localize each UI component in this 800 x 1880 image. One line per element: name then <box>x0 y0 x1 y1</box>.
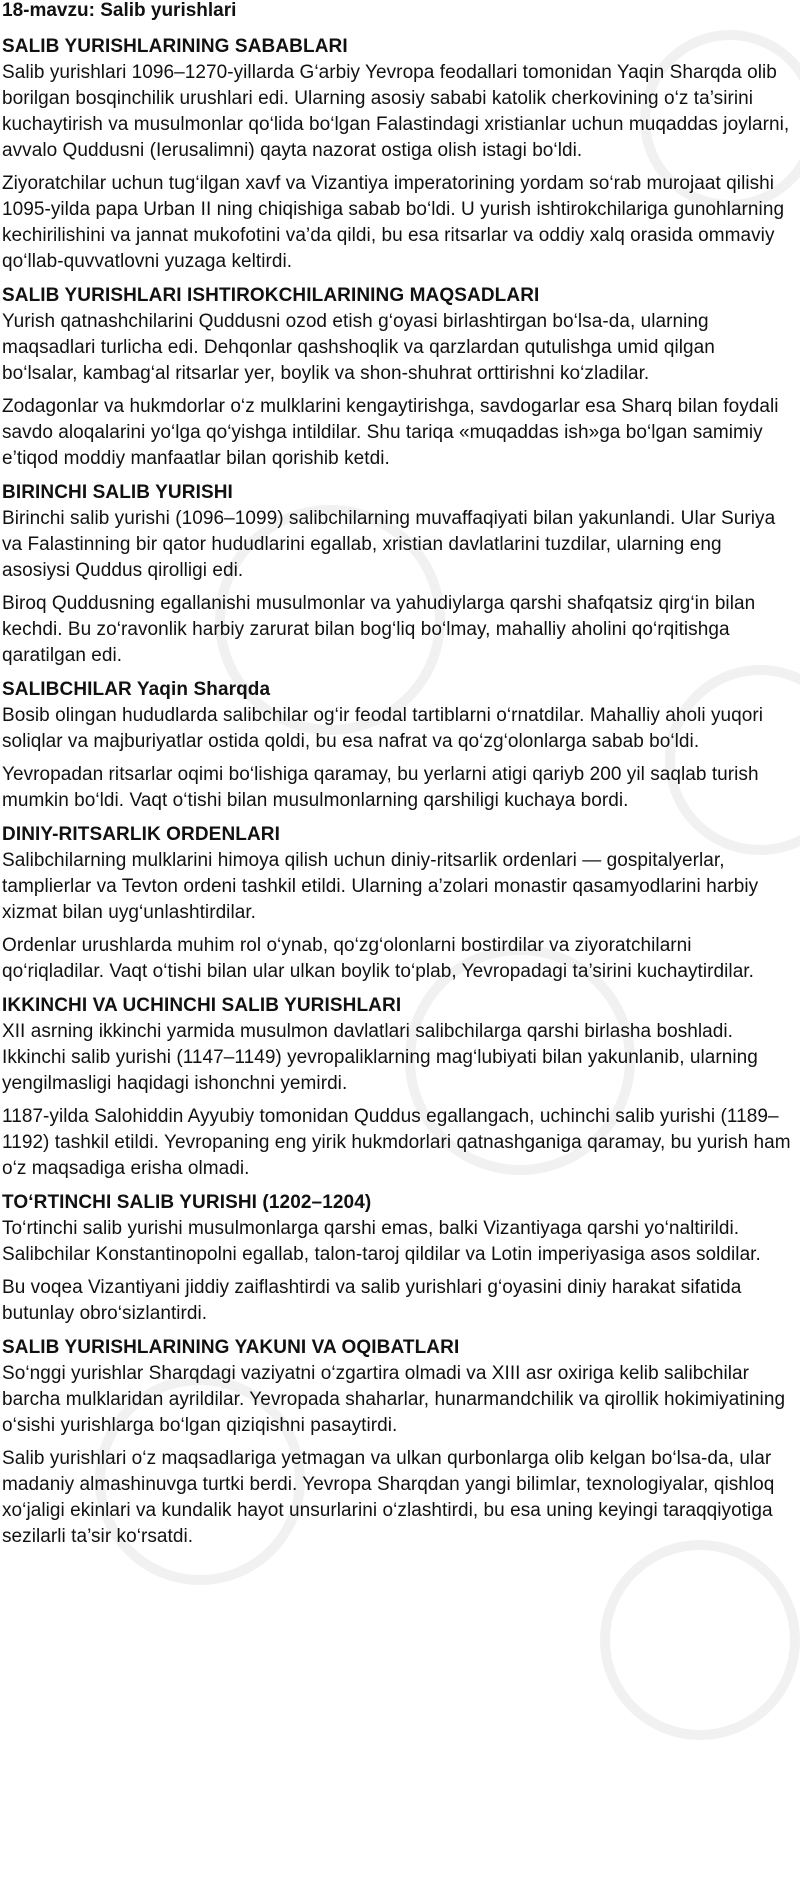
section-results <box>2 1335 794 1550</box>
paragraph: 1187-yilda Salohiddin Ayyubiy tomonidan Quddus egallangach, uchinchi salib yurishi (1189–1192) tashkil etildi. Yevropaning eng yirik hukmdorlari qatnashganiga qaramay, bu yurish ham o‘z maqsadiga erisha olmadi. <box>2 1106 791 1179</box>
paragraph: To‘rtinchi salib yurishi musulmonlarga qarshi emas, balki Vizantiyaga qarshi yo‘naltirildi. Salibchilar Konstantinopolni egallab, talon-taroj qildilar va Lotin imperiyasiga asos soldilar. <box>2 1218 761 1265</box>
section-causes <box>2 34 794 275</box>
section-heading: BIRINCHI SALIB YURISHI <box>2 482 233 503</box>
section-heading: SALIB YURISHLARINING YAKUNI VA OQIBATLARI <box>2 1337 460 1358</box>
section-first-crusade <box>2 480 794 669</box>
section-heading: DINIY-RITSARLIK ORDENLARI <box>2 824 280 845</box>
paragraph: Bu voqea Vizantiyani jiddiy zaiflashtirdi va salib yurishlari g‘oyasini diniy harakat sifatida butunlay obro‘sizlantirdi. <box>2 1277 742 1324</box>
section-heading: IKKINCHI VA UCHINCHI SALIB YURISHLARI <box>2 995 402 1016</box>
paragraph: Zodagonlar va hukmdorlar o‘z mulklarini kengaytirishga, savdogarlar esa Sharq bilan foydali savdo aloqalarini yo‘lga qo‘yishga intildilar. Shu tariqa «muqaddas ish»ga bo‘lgan samimiy e’tiqod moddiy manfaatlar bilan qorishib ketdi. <box>2 396 779 469</box>
section-orders <box>2 822 794 985</box>
paragraph: Ordenlar urushlarda muhim rol o‘ynab, qo‘zg‘olonlarni bostirdilar va ziyoratchilarni qo‘riqladilar. Vaqt o‘tishi bilan ular ulkan boylik to‘plab, Yevropadagi ta’sirini kuchaytirdilar. <box>2 935 754 982</box>
paragraph: So‘nggi yurishlar Sharqdagi vaziyatni o‘zgartira olmadi va XIII asr oxiriga kelib salibchilar barcha mulklaridan ayrildilar. Yevropada shaharlar, hunarmandchilik va qirollik hokimiyatining o‘sishi yurishlarga bo‘lgan qiziqishni pasaytirdi. <box>2 1363 786 1436</box>
section-heading: SALIB YURISHLARI ISHTIROKCHILARINING MAQSADLARI <box>2 285 540 306</box>
paragraph: Ziyoratchilar uchun tug‘ilgan xavf va Vizantiya imperatorining yordam so‘rab murojaat qilishi 1095-yilda papa Urban II ning chiqishiga sabab bo‘ldi. U yurish ishtirokchilariga gunohlarning kechirilishini va jannat mukofotini va’da qildi, bu esa ritsarlar va oddiy xalq orasida ommaviy qo‘llab-quvvatlovni yuzaga keltirdi. <box>2 173 785 272</box>
section-second-third <box>2 993 794 1182</box>
section-fourth-crusade <box>2 1190 794 1327</box>
paragraph: Yurish qatnashchilarini Quddusni ozod etish g‘oyasi birlashtirgan bo‘lsa-da, ularning maqsadlari turlicha edi. Dehqonlar qashshoqlik va qarzlardan qutulishga umid qilgan bo‘lsalar, kambag‘al ritsarlar yer, boylik va shon-shuhrat orttirishni ko‘zladilar. <box>2 311 715 384</box>
paragraph: Yevropadan ritsarlar oqimi bo‘lishiga qaramay, bu yerlarni atigi qariyb 200 yil saqlab turish mumkin bo‘ldi. Vaqt o‘tishi bilan musulmonlarning qarshiligi kuchaya bordi. <box>2 764 759 811</box>
section-crusaders-east <box>2 677 794 814</box>
document-title: 18-mavzu: Salib yurishlari <box>2 0 237 21</box>
paragraph: Salibchilarning mulklarini himoya qilish uchun diniy-ritsarlik ordenlari — gospitalyerlar, tamplierlar va Tevton ordeni tashkil etildi. Ularning a’zolari monastir qasamyodlarini harbiy xizmat bilan uyg‘unlashtirdilar. <box>2 850 759 923</box>
paragraph: Salib yurishlari o‘z maqsadlariga yetmagan va ulkan qurbonlarga olib kelgan bo‘lsa-da, ular madaniy almashinuvga turtki berdi. Yevropa Sharqdan yangi bilimlar, texnologiyalar, qishloq xo‘jaligi ekinlari va kundalik hayot unsurlarini o‘zlashtirdi, bu esa uning keyingi taraqqiyotiga sezilarli ta’sir ko‘rsatdi. <box>2 1448 775 1547</box>
section-goals <box>2 283 794 472</box>
section-heading: SALIB YURISHLARINING SABABLARI <box>2 36 348 57</box>
section-heading: SALIBCHILAR Yaqin Sharqda <box>2 679 271 700</box>
paragraph: Bosib olingan hududlarda salibchilar og‘ir feodal tartiblarni o‘rnatdilar. Mahalliy aholi yuqori soliqlar va majburiyatlar ostida qoldi, bu esa nafrat va qo‘zg‘olonlarga sabab bo‘ldi. <box>2 705 764 752</box>
paragraph: Birinchi salib yurishi (1096–1099) salibchilarning muvaffaqiyati bilan yakunlandi. Ular Suriya va Falastinning bir qator hududlarini egallab, xristian davlatlarini tuzdilar, ularning eng asosiysi Quddus qirolligi edi. <box>2 508 776 581</box>
paragraph: Salib yurishlari 1096–1270-yillarda G‘arbiy Yevropa feodallari tomonidan Yaqin Sharqda olib borilgan bosqinchilik urushlari edi. Ularning asosiy sababi katolik cherkovining o‘z ta’sirini kuchaytirish va musulmonlar qo‘lida bo‘lgan Falastindagi xristianlar uchun muqaddas joylarni, avvalo Quddusni (Ierusalimni) qayta nazorat ostiga olish istagi bo‘ldi. <box>2 62 790 161</box>
paragraph: Biroq Quddusning egallanishi musulmonlar va yahudiylarga qarshi shafqatsiz qirg‘in bilan kechdi. Bu zo‘ravonlik harbiy zarurat bilan bog‘liq bo‘lmay, mahalliy aholini qo‘rqitishga qaratilgan edi. <box>2 593 756 666</box>
section-heading: TO‘RTINCHI SALIB YURISHI (1202–1204) <box>2 1192 372 1213</box>
paragraph: XII asrning ikkinchi yarmida musulmon davlatlari salibchilarga qarshi birlasha boshladi. Ikkinchi salib yurishi (1147–1149) yevropaliklarning mag‘lubiyati bilan yakunlanib, ularning yengilmasligi haqidagi ishonchni yemirdi. <box>2 1021 758 1094</box>
